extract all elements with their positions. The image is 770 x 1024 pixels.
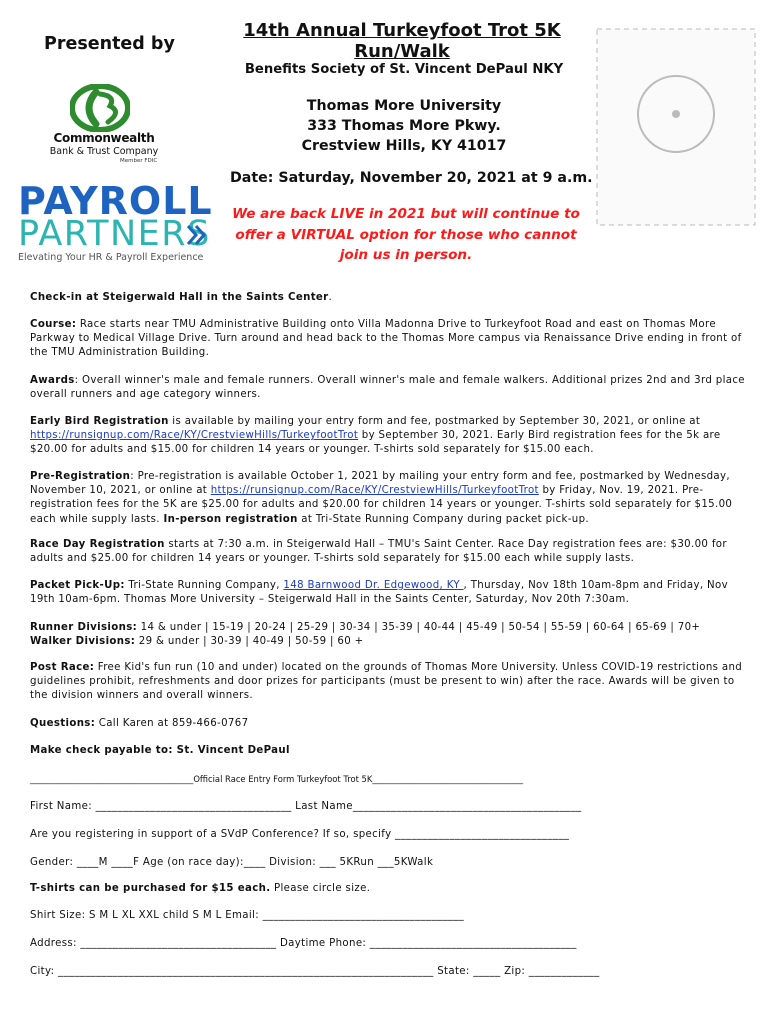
course-section [30, 318, 752, 361]
gender-age-division-fields[interactable]: Gender: ____M ____F Age (on race day):____ Division: ___ 5KRun ___5KWalk [30, 857, 434, 868]
race-day-section [30, 538, 752, 566]
packet-pickup-text-2: , Thursday, Nov 18th 10am-8pm and Friday, Nov 19th 10am-6pm. Thomas More University – Steigerwald Hall in the Saints Center, Saturday, Nov 20th 7:30am. [30, 580, 728, 606]
questions-text: Call Karen at 859-466-0767 [95, 718, 249, 729]
check-payable-label: Make check payable to: St. Vincent DePaul [30, 745, 290, 756]
address-phone-fields[interactable]: Address: ____________________________________ Daytime Phone: ______________________________________ [30, 938, 577, 949]
checkin-label: Check-in at Steigerwald Hall in the Saints Center [30, 292, 329, 303]
name-fields[interactable]: First Name: ____________________________________ Last Name__________________________________________ [30, 801, 582, 812]
pre-registration-section [30, 470, 752, 527]
svdp-field[interactable]: Are you registering in support of a SVdP Conference? If so, specify ________________________________ [30, 829, 570, 840]
race-day-label: Race Day Registration [30, 539, 165, 550]
runner-divisions-text: 14 & under | 15-19 | 20-24 | 25-29 | 30-34 | 35-39 | 40-44 | 45-49 | 50-54 | 55-59 | 60-64 | 65-69 | 70+ [137, 622, 701, 633]
payroll-logo-line2: PARTNERS [18, 214, 211, 254]
runner-divisions-label: Runner Divisions: [30, 622, 138, 633]
walker-divisions-label: Walker Divisions: [30, 636, 136, 648]
walker-divisions-text: 29 & under | 30-39 | 40-49 | 50-59 | 60 + [135, 636, 364, 648]
checkin-section [30, 291, 752, 305]
awards-text: : Overall winner's male and female runners. Overall winner's male and female walkers. Additional prizes 2nd and 3rd place overall runners and age category winners. [30, 375, 745, 401]
turkey-mascot-icon [596, 28, 756, 226]
registration-link[interactable]: https://runsignup.com/Race/KY/CrestviewHills/TurkeyfootTrot [30, 430, 359, 442]
payroll-tagline: Elevating Your HR & Payroll Experience [18, 252, 204, 263]
venue-line: Thomas More University [306, 98, 502, 114]
presented-by-label: Presented by [44, 34, 175, 54]
live-notice: We are back LIVE in 2021 but will continue to offer a VIRTUAL option for those who cannot join us in person. [232, 206, 580, 263]
early-bird-label: Early Bird Registration [30, 416, 169, 427]
commonwealth-fdic: Member FDIC [120, 158, 158, 164]
race-day-text: starts at 7:30 a.m. in Steigerwald Hall – TMU's Saint Center. Race Day registration fees are: $30.00 for adults and $25.00 for children 14 years or younger. T-shirts sold separately for $15.00 each while supply lasts. [30, 539, 727, 565]
post-race-label: Post Race: [30, 662, 95, 673]
early-bird-text-2: by September 30, 2021. Early Bird registration fees for the 5k are $20.00 for adults and $15.00 for children 14 years or younger. T-shirts sold separately for $15.00 each. [30, 430, 721, 456]
benefits-line: Benefits Society of St. Vincent DePaul NKY [244, 62, 564, 77]
early-bird-text: is available by mailing your entry form and fee, postmarked by September 30, 2021, or online at [168, 416, 701, 427]
form-header: _______________________________________Official Race Entry Form Turkeyfoot Trot 5K____________________________________ [30, 774, 524, 784]
packet-pickup-section [30, 579, 752, 607]
in-person-label: In-person registration [163, 513, 298, 525]
city-state-zip-fields[interactable]: City: _____________________________________________________________________ State: _____ Zip: _____________ [30, 966, 600, 977]
address-link[interactable]: 148 Barnwood Dr. Edgewood, KY [283, 580, 464, 591]
questions-section [30, 717, 752, 731]
checkin-text: . [328, 292, 333, 303]
commonwealth-logo-icon [70, 84, 130, 132]
post-race-text: Free Kid's fun run (10 and under) located on the grounds of Thomas More University. Unless COVID-19 restrictions and guidelines prohibit, refreshments and door prizes for participants (must be present to win) after the race. Awards will be given to the division winners and overall winners. [30, 662, 743, 702]
questions-label: Questions: [30, 718, 96, 729]
venue-address [234, 96, 574, 156]
tshirt-label: T-shirts can be purchased for $15 each. [30, 883, 271, 894]
tshirt-text: Please circle size. [270, 883, 371, 894]
course-label: Course: [30, 319, 77, 330]
payroll-logo-line1: PAYROLL [18, 179, 213, 223]
chevron-right-icon [184, 222, 210, 248]
event-date: Date: Saturday, November 20, 2021 at 9 a.m. [230, 170, 593, 186]
shirt-size-email-fields[interactable]: Shirt Size: S M L XL XXL child S M L Email: _____________________________________ [30, 910, 464, 921]
venue-line: Crestview Hills, KY 41017 [301, 138, 507, 154]
early-bird-section [30, 415, 752, 458]
commonwealth-subtitle: Bank & Trust Company [49, 146, 159, 157]
packet-pickup-label: Packet Pick-Up: [30, 580, 125, 591]
packet-pickup-text: Tri-State Running Company, [124, 580, 284, 591]
divisions-section [30, 621, 752, 649]
check-payable-section [30, 744, 752, 758]
event-title: 14th Annual Turkeyfoot Trot 5K Run/Walk [243, 20, 561, 62]
in-person-text: at Tri-State Running Company during packet pick-up. [297, 513, 590, 525]
pre-registration-label: Pre-Registration [30, 471, 131, 482]
awards-label: Awards [30, 375, 75, 386]
awards-section [30, 374, 752, 402]
commonwealth-name: Commonwealth [53, 131, 155, 145]
registration-link-2[interactable]: https://runsignup.com/Race/KY/CrestviewHills/TurkeyfootTrot [210, 485, 539, 497]
tshirt-info [30, 882, 752, 896]
venue-line: 333 Thomas More Pkwy. [307, 118, 501, 134]
post-race-section [30, 661, 752, 704]
pre-registration-text-2: by Friday, Nov. 19, 2021. Pre-registration fees for the 5K are $25.00 for adults and $20.00 for children 14 years or younger. T-shirts sold separately for $15.00 each while supply lasts. [30, 485, 733, 525]
pre-registration-text: : Pre-registration is available October 1, 2021 by mailing your entry form and fee, postmarked by Wednesday, November 10, 2021, or online at [30, 471, 730, 497]
course-text: Race starts near TMU Administrative Building onto Villa Madonna Drive to Turkeyfoot Road and east on Thomas More Parkway to Medical Village Drive. Turn around and head back to the Thomas More campus via Renaissance Drive ending in front of the TMU Administration Building. [30, 319, 742, 359]
